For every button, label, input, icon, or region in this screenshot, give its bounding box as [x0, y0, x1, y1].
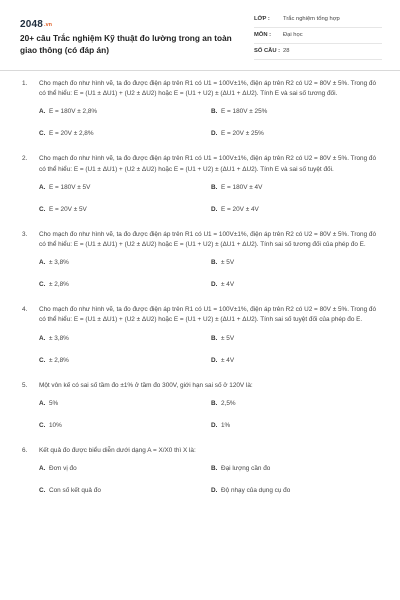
option-letter: C.	[39, 356, 46, 364]
question-text: Kết quả đo được biểu diễn dưới dạng A = X/X0 thì X là:	[39, 446, 196, 454]
question-number: 4.	[22, 306, 28, 314]
option-letter: C.	[39, 130, 46, 138]
option-letter: D.	[211, 421, 218, 429]
question-item	[0, 446, 400, 504]
question-item	[0, 381, 400, 439]
question-number: 3.	[22, 230, 28, 238]
logo-tld: .vn	[44, 22, 52, 28]
option-text: Độ nhạy của dụng cụ đo	[221, 487, 291, 495]
option-letter: A.	[39, 108, 46, 116]
option-letter: C.	[39, 205, 46, 213]
question-text: Cho mạch đo như hình vẽ, ta đo được điện áp trên R1 có U1 = 100V±1%, điện áp trên R2 có U2 = 80V ± 5%. Trong đó có thể hiểu: E = (U1 ± ΔU1) + (U2 ± ΔU2) hoặc E = (U1 + U2) ± (ΔU1 + ΔU2). Tính sai số tương đối của phép đo E.	[39, 230, 377, 249]
option-text: E = 180V ± 5V	[49, 183, 91, 191]
option-letter: A.	[39, 183, 46, 191]
option-text: ± 4V	[221, 356, 235, 364]
question-number: 2.	[22, 155, 28, 163]
answer-options	[0, 175, 400, 223]
meta-value: Trắc nghiệm tổng hợp	[283, 16, 340, 22]
option-text: 1%	[221, 421, 231, 429]
logo-brand: 2048	[20, 19, 44, 30]
option-letter: A.	[39, 259, 46, 267]
document-title: 20+ câu Trắc nghiệm Kỹ thuật đo lường trong an toàn giao thông (có đáp án)	[20, 33, 232, 55]
question-head	[0, 446, 400, 456]
option-letter: D.	[211, 356, 218, 364]
option-text: ± 2,8%	[49, 281, 69, 289]
meta-row-class	[254, 12, 382, 28]
option-text: E = 20V ± 5V	[49, 205, 87, 213]
answer-options	[0, 456, 400, 504]
question-number: 1.	[22, 80, 28, 87]
option-letter: B.	[211, 259, 218, 267]
option-text: ± 4V	[221, 281, 235, 289]
meta-row-subject	[254, 28, 382, 44]
option-letter: B.	[211, 465, 218, 473]
option-letter: D.	[211, 487, 218, 495]
option-text: Đơn vị đo	[49, 465, 77, 473]
option-text: ± 3,8%	[49, 259, 69, 267]
question-item	[0, 230, 400, 298]
option-letter: C.	[39, 487, 46, 495]
meta-value: Đại học	[283, 32, 303, 38]
option-text: E = 20V ± 4V	[221, 205, 259, 213]
option-text: 2,5%	[221, 399, 236, 407]
option-letter: C.	[39, 281, 46, 289]
option-text: ± 2,8%	[49, 356, 69, 364]
option-letter: D.	[211, 130, 218, 138]
question-head	[0, 154, 400, 174]
question-head	[0, 79, 400, 99]
option-text: E = 180V ± 25%	[221, 108, 268, 116]
question-item	[0, 79, 400, 147]
option-letter: B.	[211, 183, 218, 191]
option-letter: B.	[211, 399, 218, 407]
question-head	[0, 305, 400, 325]
answer-options	[0, 326, 400, 374]
option-letter: A.	[39, 399, 46, 407]
option-letter: D.	[211, 205, 218, 213]
page-header	[0, 0, 400, 71]
option-text: ± 5V	[221, 334, 235, 342]
question-number: 6.	[22, 446, 28, 454]
site-logo[interactable]	[20, 14, 52, 32]
meta-table	[254, 12, 382, 60]
question-item	[0, 154, 400, 222]
question-list	[0, 79, 400, 511]
meta-row-count	[254, 44, 382, 60]
meta-value: 28	[283, 48, 290, 54]
option-text: ± 5V	[221, 259, 235, 267]
option-text: ± 3,8%	[49, 334, 69, 342]
option-letter: C.	[39, 421, 46, 429]
option-letter: D.	[211, 281, 218, 289]
option-letter: A.	[39, 334, 46, 342]
question-text: Một vôn kế có sai số tầm đo ±1% ở tầm đo 300V, giới hạn sai số ở 120V là:	[39, 381, 253, 389]
option-text: Đại lượng cần đo	[221, 465, 271, 473]
option-text: E = 20V ± 25%	[221, 130, 264, 138]
meta-key: MÔN :	[254, 32, 272, 38]
meta-key: SỐ CÂU :	[254, 48, 281, 54]
question-item	[0, 305, 400, 373]
question-head	[0, 230, 400, 250]
answer-options	[0, 99, 400, 147]
question-head	[0, 381, 400, 391]
option-text: Con số kết quả đo	[49, 487, 101, 495]
option-letter: A.	[39, 465, 46, 473]
option-text: 5%	[49, 399, 59, 407]
option-text: E = 20V ± 2,8%	[49, 130, 94, 138]
option-text: E = 180V ± 4V	[221, 183, 263, 191]
option-text: 10%	[49, 421, 62, 429]
question-number: 5.	[22, 381, 28, 389]
option-letter: B.	[211, 334, 218, 342]
answer-options	[0, 391, 400, 439]
question-text: Cho mạch đo như hình vẽ, ta đo được điện áp trên R1 có U1 = 100V±1%, điện áp trên R2 có U2 = 80V ± 5%. Trong đó có thể hiểu: E = (U1 ± ΔU1) + (U2 ± ΔU2) hoặc E = (U1 + U2) ± (ΔU1 + ΔU2). Tính E và sai số tuyệt đối.	[39, 155, 377, 173]
meta-key: LỚP :	[254, 16, 270, 22]
question-text: Cho mạch đo như hình vẽ, ta đo được điện áp trên R1 có U1 = 100V±1%, điện áp trên R2 có U2 = 80V ± 5%. Trong đó có thể hiểu: E = (U1 ± ΔU1) + (U2 ± ΔU2) hoặc E = (U1 + U2) ± (ΔU1 + ΔU2). Tính E và sai số tương đối.	[39, 80, 377, 98]
option-text: E = 180V ± 2,8%	[49, 108, 98, 116]
answer-options	[0, 250, 400, 298]
option-letter: B.	[211, 108, 218, 116]
question-text: Cho mạch đo như hình vẽ, ta đo được điện áp trên R1 có U1 = 100V±1%, điện áp trên R2 có U2 = 80V ± 5%. Trong đó có thể hiểu: E = (U1 ± ΔU1) + (U2 ± ΔU2) hoặc E = (U1 + U2) ± (ΔU1 + ΔU2). Tính sai số tuyệt đối của phép đo E.	[39, 306, 377, 324]
